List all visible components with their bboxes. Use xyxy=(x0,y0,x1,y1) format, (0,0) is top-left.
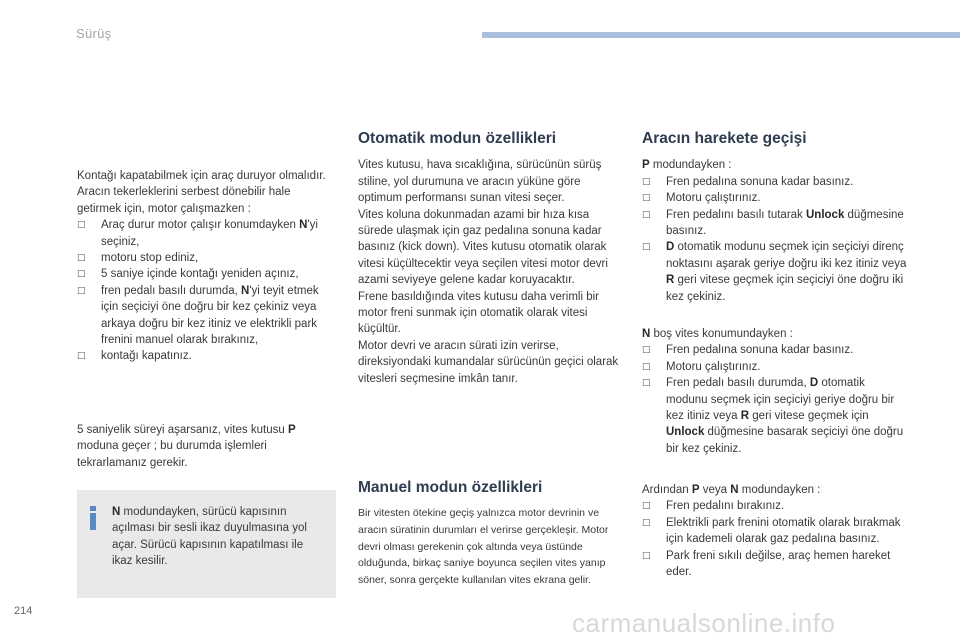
right-column: Aracın harekete geçişi P modundayken : □ Fren pedalına sonuna kadar basınız. □ Motoru çalıştırınız. □ Fren pedalını basılı tutarak Unlock düğmesine basınız. □ D otomatik modunu seçmek için seçiciyi direnç noktasını aşarak geriye doğru iki kez itiniz veya R geri vitese geçmek için seçiciyi öne doğru iki kez çekiniz. xyxy=(642,131,908,305)
steps-list xyxy=(642,498,908,580)
list-item: □ motoru stop ediniz, xyxy=(77,250,337,266)
manual-mode-section xyxy=(358,480,624,588)
list-item: □ Fren pedalı basılı durumda, D otomatik modunu seçmek için seçiciyi geriye doğru bir kez itiniz veya R geri vitese geçmek için Unlock düğmesine basarak seçiciyi öne doğru bir kez çekiniz. xyxy=(642,375,908,457)
paragraph: Bir vitesten ötekine geçiş yalnızca motor devrinin ve aracın süratinin durumları el verirse gerçekleşir. Motor devri olması gerekenin çok altında veya üstünde olduğunda, birkaç saniye boyunca seçilen vites yanıp söner, sonra gerçekte kullanılan vites ekrana gelir. xyxy=(358,507,609,586)
list-item: □ Fren pedalını bırakınız. xyxy=(642,498,908,514)
paragraph: Vites kutusu, hava sıcaklığına, sürücünün sürüş stiline, yol durumuna ve aracın yüküne göre optimum performansı sunan vitesi seçer. xyxy=(358,159,602,205)
then-section: Ardından P veya N modundayken : □ Fren pedalını bırakınız. □ Elektrikli park frenini otomatik olarak bırakmak için kademeli olarak gaz pedalına basınız. □ Park freni sıkılı değilse, araç hemen hareket eder. xyxy=(642,482,908,580)
section-title: Sürüş xyxy=(76,26,112,41)
paragraph: Frene basıldığında vites kutusu daha verimli bir motor freni sunmak için otomatik olarak vitesi küçültür. xyxy=(358,290,599,336)
info-box xyxy=(77,490,336,598)
info-icon xyxy=(88,506,98,530)
paragraph: Motor devri ve aracın sürati izin verirse, direksiyondaki kumandalar sürücünün geçici olarak vitesleri seçmesine imkân tanır. xyxy=(358,339,619,385)
list-item: □ Fren pedalını basılı tutarak Unlock düğmesine basınız. xyxy=(642,207,908,240)
timeout-note: 5 saniyelik süreyi aşarsanız, vites kutusu P moduna geçer ; bu durumda işlemleri tekrarlamanız gerekir. xyxy=(77,424,296,469)
middle-column xyxy=(358,131,624,387)
page-number: 214 xyxy=(14,605,33,617)
header-bar xyxy=(482,32,960,38)
list-item: □ D otomatik modunu seçmek için seçiciyi direnç noktasını aşarak geriye doğru iki kez itiniz veya R geri vitese geçmek için seçiciyi öne doğru iki kez çekiniz. xyxy=(642,239,908,305)
list-item: □ Araç durur motor çalışır konumdayken N'yi seçiniz, xyxy=(77,217,337,250)
paragraph: Vites koluna dokunmadan azami bir hıza kısa sürede ulaşmak için gaz pedalına sonuna kadar basınız (kick down). Vites kutusu otomatik olarak vitesi küçültecektir veya seçilen vitesi motor devri azami seviyeye gelene kadar koruyacaktır. xyxy=(358,208,608,287)
list-item: □ fren pedalı basılı durumda, N'yi teyit etmek için seçiciyi öne doğru bir kez çekiniz veya arkaya doğru bir kez itiniz ve elektrikli park frenini manuel olarak bırakınız, xyxy=(77,283,337,349)
left-column xyxy=(77,168,337,365)
steps-list xyxy=(77,217,337,365)
paragraph: Kontağı kapatabilmek için araç duruyor olmalıdır. xyxy=(77,170,326,182)
neutral-section: N boş vites konumundayken : □ Fren pedalına sonuna kadar basınız. □ Motoru çalıştırınız. □ Fren pedalı basılı durumda, D otomatik modunu seçmek için seçiciyi geriye doğru bir kez itiniz veya R geri vitese geçmek için Unlock düğmesine basarak seçiciyi öne doğru bir kez çekiniz. xyxy=(642,326,908,457)
list-item: □ Park freni sıkılı değilse, araç hemen hareket eder. xyxy=(642,548,908,581)
steps-list xyxy=(642,342,908,457)
list-item: □ kontağı kapatınız. xyxy=(77,348,337,364)
heading-manual-mode: Manuel modun özellikleri xyxy=(358,479,543,496)
steps-list xyxy=(642,174,908,305)
list-item: □ Motoru çalıştırınız. xyxy=(642,359,908,375)
heading-automatic-mode: Otomatik modun özellikleri xyxy=(358,130,557,147)
list-item: □ Fren pedalına sonuna kadar basınız. xyxy=(642,174,908,190)
info-text: N modundayken, sürücü kapısının açılması bir sesli ikaz duyulmasına yol açar. Sürücü kapısının kapatılması ile ikaz kesilir. xyxy=(112,506,307,568)
heading-starting-off: Aracın harekete geçişi xyxy=(642,130,807,147)
paragraph: Aracın tekerleklerini serbest dönebilir hale getirmek için, motor çalışmazken : xyxy=(77,186,291,215)
watermark: carmanualsonline.info xyxy=(572,608,836,638)
list-item: □ 5 saniye içinde kontağı yeniden açınız, xyxy=(77,266,337,282)
list-item: □ Fren pedalına sonuna kadar basınız. xyxy=(642,342,908,358)
list-item: □ Motoru çalıştırınız. xyxy=(642,190,908,206)
list-item: □ Elektrikli park frenini otomatik olarak bırakmak için kademeli olarak gaz pedalına basınız. xyxy=(642,515,908,548)
